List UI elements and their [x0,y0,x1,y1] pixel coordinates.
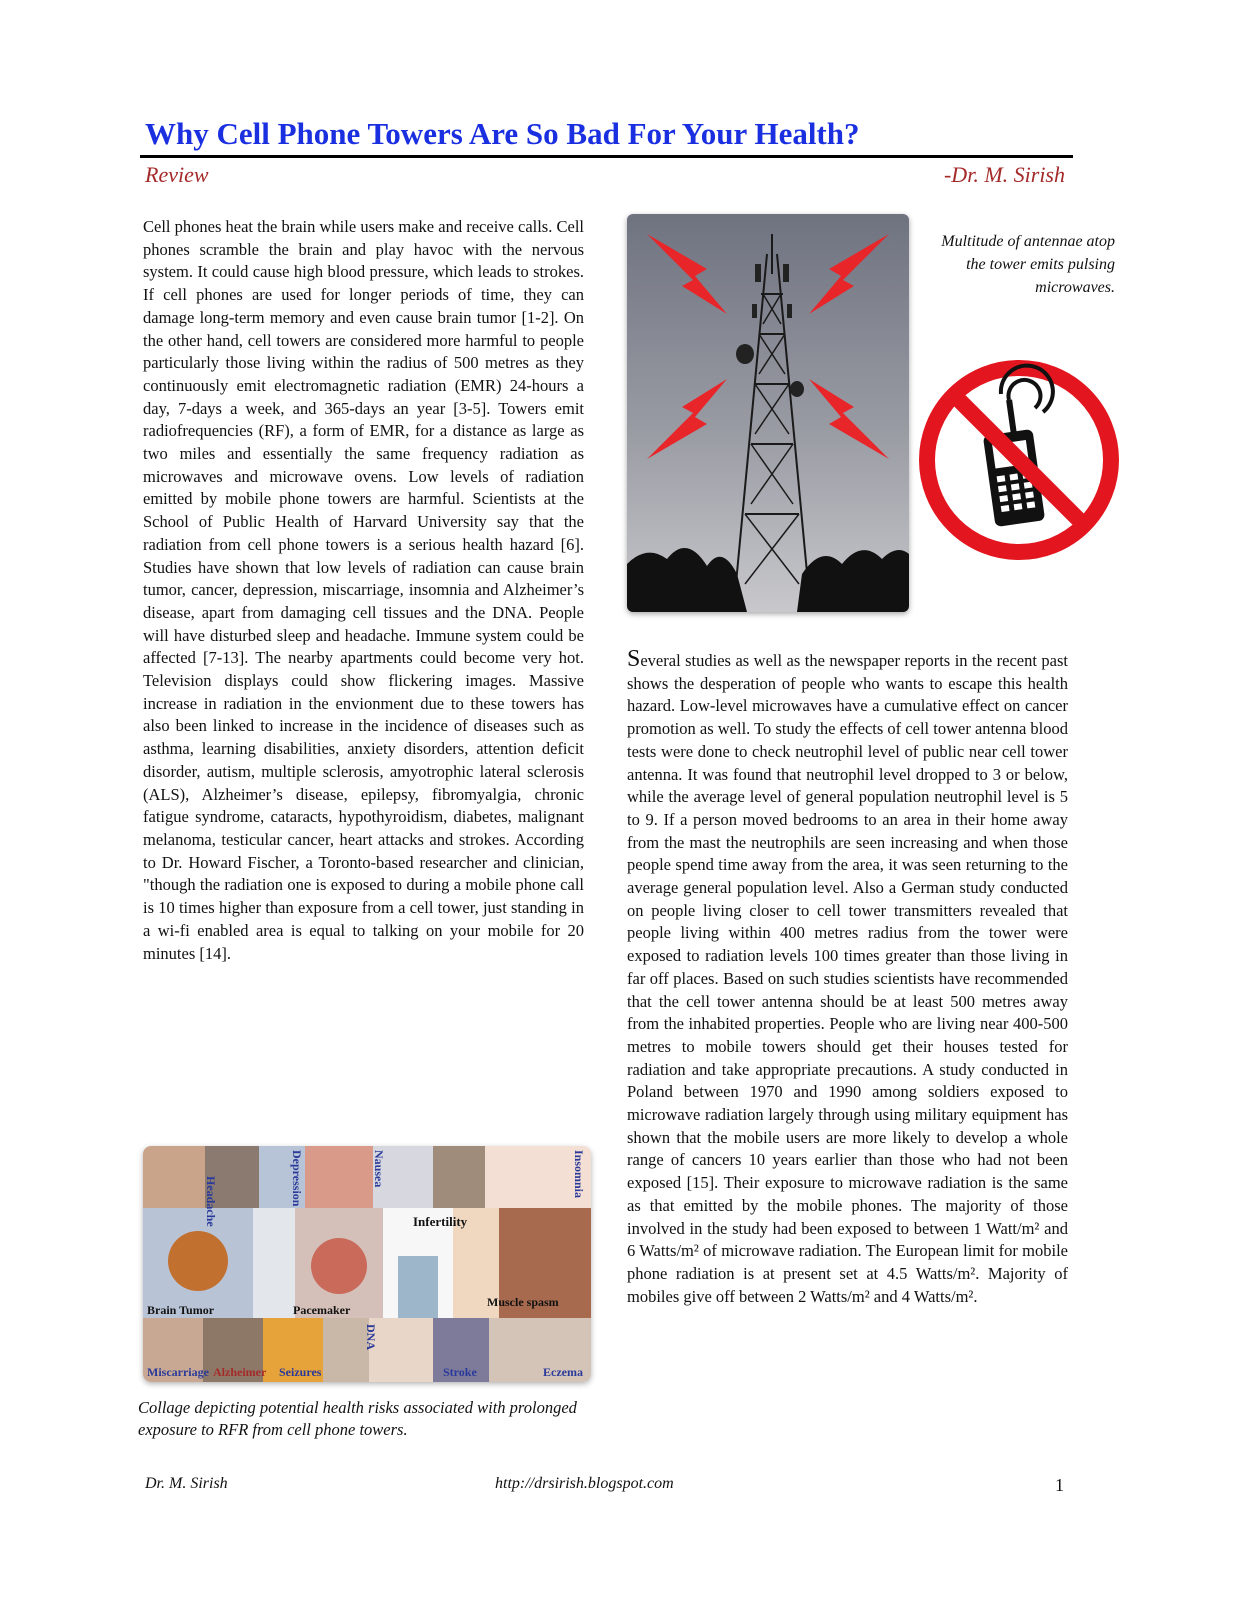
footer-author: Dr. M. Sirish [145,1475,228,1492]
svg-text:Insomnia: Insomnia [572,1150,586,1199]
right-column-body: everal studies as well as the newspaper reports in the recent past shows the desperation of people who wants to escape this health hazard. Low-level microwaves have a cumulative effect on cancer promotion as well. To study the effects of cell tower antenna blood tests were done to check neutrophil level of public near cell tower antenna. It was found that neutrophil level dropped to 3 or below, while the average level of general population neutrophil level is 5 to 9. If a person moved bedrooms to an area in their home away from the mast the neutrophils are seen increasing and when those people spend time away from the area, it was seen returning to the average general population level. Also a German study conducted on people living closer to cell tower transmitters revealed that people living within 400 metres radius from the tower were exposed to radiation levels 100 times greater than those living in far off places. Based on such studies scientists have recommended that the cell tower antenna should be at least 500 metres away from the inhabited properties. People who are living near 400-500 metres to mobile towers should get their houses tested for radiation and take appropriate precautions. A study conducted in Poland between 1970 and 1990 among soldiers exposed to microwave radiation largely through using military equipment has shown that the mobile users are more likely to develop a whole range of cancers 10 years earlier than those who had not been exposed [15]. Their exposure to microwave radiation is the same as that emitted by the mobile phones. The majority of those involved in the study had been exposed to between 1 Watt/m² and 6 Watts/m² of microwave radiation. The European limit for mobile phone radiation is at present set at 4.5 Watts/m². Majority of mobiles give off between 2 Watts/m² and 4 Watts/m². [627,651,1068,1306]
svg-text:Alzheimer: Alzheimer [213,1365,267,1379]
svg-text:Depression: Depression [290,1150,304,1207]
svg-text:Brain Tumor: Brain Tumor [147,1303,215,1317]
svg-text:DNA: DNA [364,1324,378,1350]
svg-text:Eczema: Eczema [543,1365,583,1379]
article-title: Why Cell Phone Towers Are So Bad For Your Health? [145,116,860,151]
health-risks-collage [143,1146,591,1382]
cell-tower-photo [627,214,909,612]
svg-text:Infertility: Infertility [413,1214,468,1229]
page-number: 1 [1055,1475,1064,1495]
svg-text:Stroke: Stroke [443,1365,477,1379]
collage-label: Headache [204,1176,218,1227]
article-type: Review [145,162,209,187]
tower-photo-caption: Multitude of antennae atop the tower emits pulsing microwaves. [941,233,1115,296]
article-author: -Dr. M. Sirish [943,162,1065,187]
svg-text:Seizures: Seizures [279,1365,322,1379]
svg-text:Nausea: Nausea [372,1150,386,1188]
svg-text:Pacemaker: Pacemaker [293,1303,351,1317]
no-cell-phone-sign-icon [917,360,1122,560]
left-column-text: Cell phones heat the brain while users make and receive calls. Cell phones scramble the brain and play havoc with the nervous system. It could cause high blood pressure, which leads to strokes. If cell phones are used for longer periods of time, they can damage long-term memory and even cause brain tumor [1-2]. On the other hand, cell towers are considered more harmful to people particularly those living within the radius of 500 metres as they continuously emit electromagnetic radiation (EMR) 24-hours a day, 7-days a week, and 365-days an year [3-5]. Towers emit radiofrequencies (RF), a form of EMR, for a distance as large as two miles and essentially the same frequency radiation as microwaves and microwave ovens. Low levels of radiation emitted by mobile phone towers are harmful. Scientists at the School of Public Health of Harvard University say that the radiation from cell phone towers is a serious health hazard [6]. Studies have shown that low levels of radiation can cause brain tumor, cancer, depression, miscarriage, insomnia and Alzheimer’s disease, apart from damaging cell tissues and the DNA. People will have disturbed sleep and headache. Immune system could be affected [7-13]. The nearby apartments could become very hot. Television displays could show flickering images. Massive increase in radiation in the envionment due to these towers has also been linked to increase in the incidence of diseases such as asthma, learning disabilities, anxiety disorders, attention deficit disorder, autism, multiple sclerosis, amyotrophic lateral sclerosis (ALS), Alzheimer’s disease, epilepsy, fibromyalgia, chronic fatigue syndrome, cataracts, hypothyroidism, diabetes, malignant melanoma, testicular cancer, heart attacks and strokes. According to Dr. Howard Fischer, a Toronto-based researcher and clinician, "though the radiation one is exposed to during a mobile phone call is 10 times higher than exposure from a cell tower, just standing in a wi-fi enabled area is equal to talking on your mobile for 20 minutes [14]. [143,217,584,963]
right-column-text [627,648,1068,1308]
svg-text:Miscarriage: Miscarriage [147,1365,209,1379]
drop-cap: S [627,646,641,672]
collage-caption: Collage depicting potential health risks associated with prolonged exposure to RFR from cell phone towers. [138,1398,577,1439]
svg-text:Muscle spasm: Muscle spasm [487,1295,559,1309]
footer-url-link[interactable]: http://drsirish.blogspot.com [495,1475,674,1492]
title-rule [140,155,1073,158]
